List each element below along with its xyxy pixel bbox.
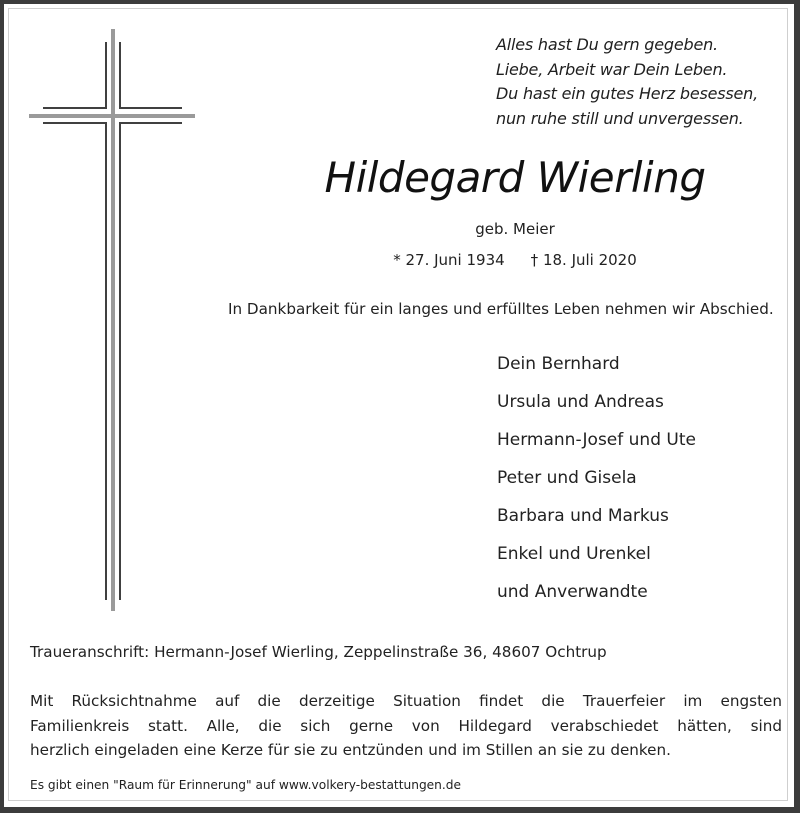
notice-line: Familienkreis statt. Alle, die sich gerne von Hildegard verabschiedet hätten, sind	[30, 716, 782, 735]
memorial-poem	[496, 33, 786, 131]
poem-line: Liebe, Arbeit war Dein Leben.	[496, 59, 728, 79]
mourner: und Anverwandte	[497, 582, 648, 602]
poem-line: nun ruhe still und unvergessen.	[496, 108, 744, 128]
mourner: Dein Bernhard	[497, 354, 620, 374]
life-dates	[250, 248, 780, 272]
poem-line: Du hast ein gutes Herz besessen,	[496, 84, 758, 103]
mourner: Peter und Gisela	[497, 468, 637, 488]
notice-line: herzlich eingeladen eine Kerze für sie zu entzünden und im Stillen an sie zu denken.	[30, 741, 671, 759]
notice-line: Mit Rücksichtnahme auf die derzeitige Situation findet die Trauerfeier im engsten	[30, 692, 782, 710]
mourner: Enkel und Urenkel	[497, 544, 651, 564]
deceased-name: Hildegard Wierling	[324, 153, 706, 202]
death-date: † 18. Juli 2020	[530, 251, 637, 269]
mourner: Ursula und Andreas	[497, 392, 664, 412]
intro-text: In Dankbarkeit für ein langes und erfülltes Leben nehmen wir Abschied.	[228, 300, 774, 318]
mourner: Hermann-Josef und Ute	[497, 430, 696, 450]
poem-line: Alles hast Du gern gegeben.	[496, 35, 718, 54]
cross-icon	[0, 0, 220, 620]
mourner: Barbara und Markus	[497, 506, 669, 526]
birth-date: * 27. Juni 1934	[393, 251, 505, 269]
memorial-website-note: Es gibt einen "Raum für Erinnerung" auf www.volkery-bestattungen.de	[30, 778, 462, 792]
maiden-name: geb. Meier	[475, 220, 555, 238]
mourners-list	[497, 345, 787, 611]
funeral-notice	[30, 689, 782, 763]
mourning-address: Traueranschrift: Hermann-Josef Wierling, Zeppelinstraße 36, 48607 Ochtrup	[30, 643, 607, 661]
